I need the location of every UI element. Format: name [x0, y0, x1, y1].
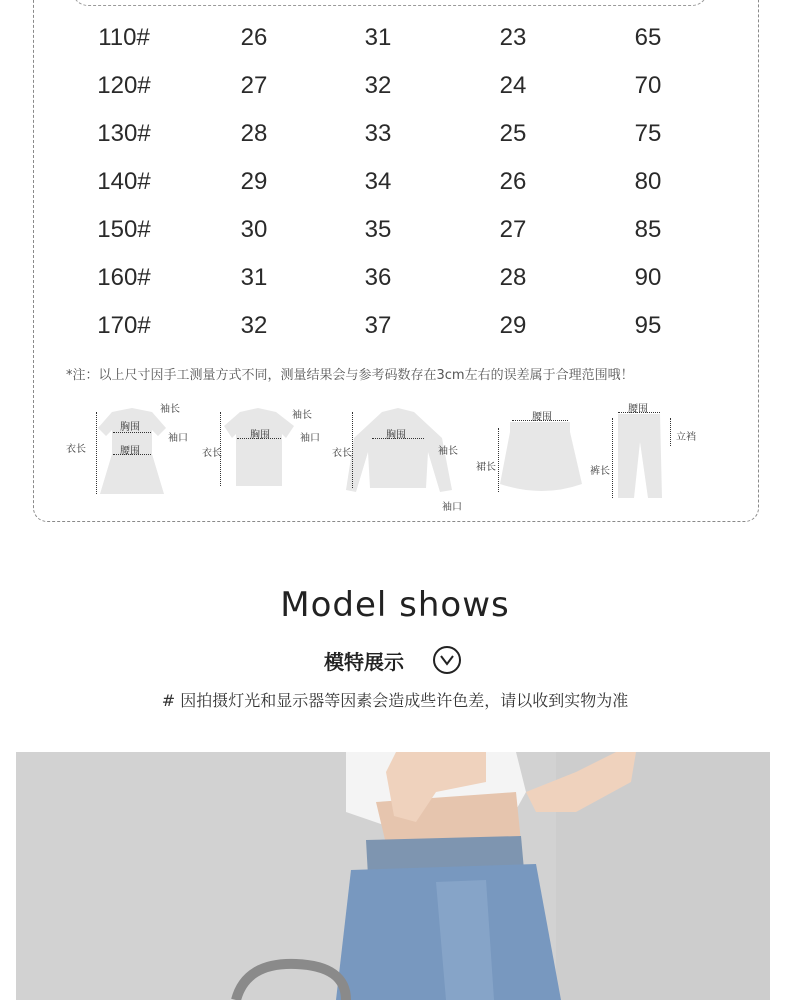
- size-value: 33: [364, 120, 392, 147]
- size-value: 29: [240, 168, 268, 195]
- size-value: 32: [240, 312, 268, 339]
- section-title-cn: 模特展示: [324, 650, 404, 674]
- measurement-note: *注：以上尺寸因手工测量方式不同，测量结果会与参考码数存在3cm左右的误差属于合理范围哦！: [66, 368, 634, 383]
- dress-length-label: 衣长: [66, 444, 86, 455]
- table-row: [62, 116, 722, 164]
- longsleeve-chest-label: 胸围: [386, 430, 406, 441]
- size-value: 90: [634, 264, 662, 291]
- table-row: [62, 212, 722, 260]
- table-row: [62, 260, 722, 308]
- skirt-length-label: 裙长: [476, 462, 496, 473]
- size-label: 160#: [97, 264, 151, 291]
- size-value: 27: [499, 216, 527, 243]
- pants-diagram: [590, 398, 710, 516]
- tshirt-diagram: [200, 398, 330, 516]
- section-title-en: Model shows: [280, 585, 510, 625]
- size-value: 30: [240, 216, 268, 243]
- model-photo: [16, 752, 770, 1000]
- tshirt-chest-label: 胸围: [250, 430, 270, 441]
- size-table: [62, 20, 722, 356]
- table-row: [62, 68, 722, 116]
- tshirt-length-label: 衣长: [202, 448, 222, 459]
- pants-shape: [590, 398, 710, 516]
- size-value: 80: [634, 168, 662, 195]
- size-value: 75: [634, 120, 662, 147]
- pants-rise-label: 立裆: [676, 432, 696, 443]
- longsleeve-sleeve-label: 袖长: [438, 446, 458, 457]
- size-value: 37: [364, 312, 392, 339]
- dress-diagram: [66, 398, 196, 516]
- size-value: 34: [364, 168, 392, 195]
- size-label: 120#: [97, 72, 151, 99]
- size-value: 28: [499, 264, 527, 291]
- table-row: [62, 20, 722, 68]
- longsleeve-cuff-label: 袖口: [442, 502, 462, 513]
- size-value: 95: [634, 312, 662, 339]
- size-label: 110#: [98, 24, 150, 51]
- dress-shape: [66, 398, 196, 516]
- skirt-diagram: [476, 398, 596, 516]
- size-value: 35: [364, 216, 392, 243]
- size-value: 28: [240, 120, 268, 147]
- tshirt-sleeve-label: 袖长: [292, 410, 312, 421]
- skirt-waist-label: 腰围: [532, 412, 552, 423]
- size-value: 70: [634, 72, 662, 99]
- size-value: 85: [634, 216, 662, 243]
- size-value: 31: [364, 24, 392, 51]
- model-photo-illustration: [16, 752, 770, 1000]
- size-value: 24: [499, 72, 527, 99]
- dress-waist-label: 腰围: [120, 446, 140, 457]
- longsleeve-diagram: [332, 398, 472, 516]
- size-value: 25: [499, 120, 527, 147]
- table-row: [62, 308, 722, 356]
- pants-length-label: 裤长: [590, 466, 610, 477]
- size-value: 65: [634, 24, 662, 51]
- dress-chest-label: 胸围: [120, 422, 140, 433]
- dress-sleeve-label: 袖长: [160, 404, 180, 415]
- size-value: 26: [240, 24, 268, 51]
- dress-cuff-label: 袖口: [168, 433, 188, 444]
- size-label: 130#: [97, 120, 151, 147]
- size-label: 150#: [97, 216, 151, 243]
- tshirt-cuff-label: 袖口: [300, 433, 320, 444]
- size-label: 170#: [97, 312, 151, 339]
- size-value: 27: [240, 72, 268, 99]
- size-value: 23: [499, 24, 527, 51]
- longsleeve-length-label: 衣长: [332, 448, 352, 459]
- color-disclaimer: # 因拍摄灯光和显示器等因素会造成些许色差，请以收到实物为准: [161, 691, 629, 710]
- size-label: 140#: [97, 168, 151, 195]
- size-value: 32: [364, 72, 392, 99]
- chevron-down-icon: [433, 646, 461, 674]
- pants-waist-label: 腰围: [628, 404, 648, 415]
- size-value: 29: [499, 312, 527, 339]
- size-value: 36: [364, 264, 392, 291]
- size-chart-header-edge: [72, 0, 708, 6]
- size-value: 26: [499, 168, 527, 195]
- size-value: 31: [240, 264, 268, 291]
- table-row: [62, 164, 722, 212]
